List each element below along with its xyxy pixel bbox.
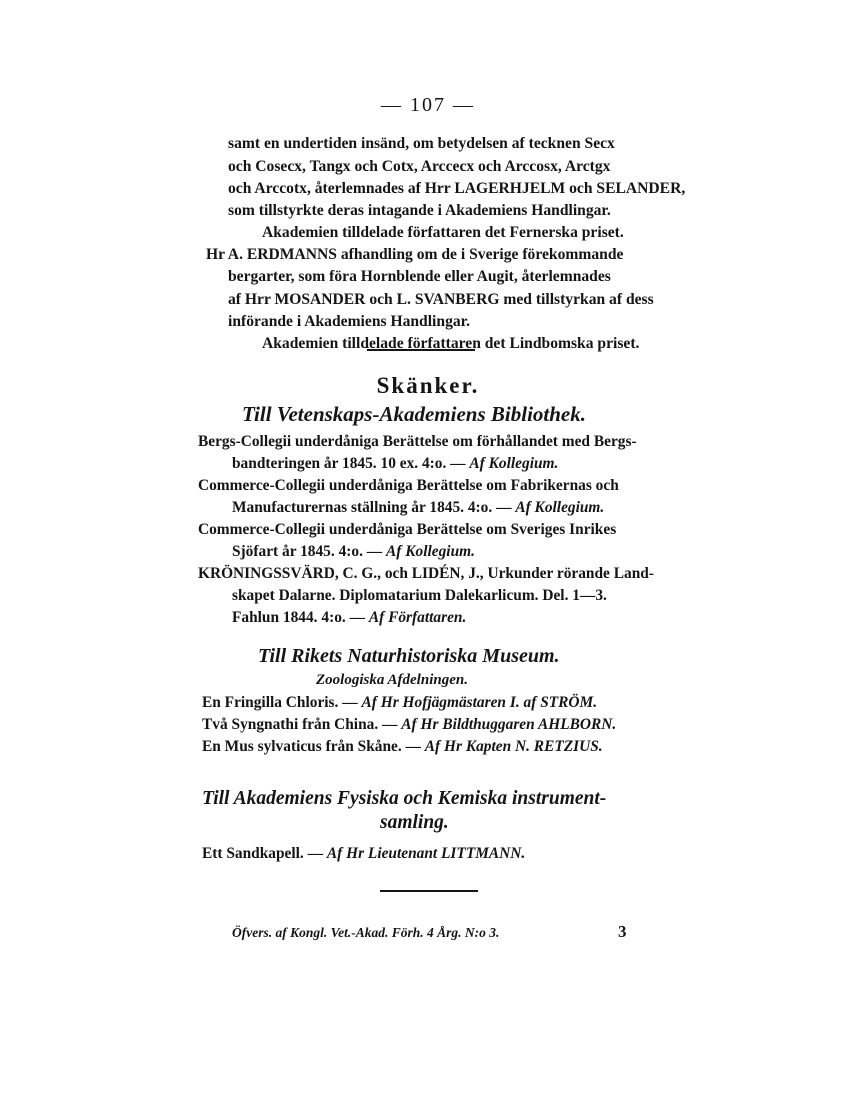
library-entry-line: Sjöfart år 1845. 4:o. — Af Kollegium. — [232, 543, 475, 560]
instruments-heading-cont: samling. — [380, 812, 449, 833]
intro-line: samt en undertiden insänd, om betydelsen af tecknen Secx — [228, 135, 615, 152]
intro-line: införande i Akademiens Handlingar. — [228, 313, 471, 330]
library-entry-line: Manufacturernas ställning år 1845. 4:o. — Af Kollegium. — [232, 499, 605, 516]
gifts-title: Skänker. — [376, 373, 480, 398]
intro-line: och Cosecx, Tangx och Cotx, Arccecx och Arccosx, Arctgx — [228, 158, 611, 175]
library-entry-line: bandteringen år 1845. 10 ex. 4:o. — Af Kollegium. — [232, 455, 559, 472]
library-entry-line: Commerce-Collegii underdåniga Berättelse om Fabrikernas och — [198, 477, 619, 494]
instruments-heading: Till Akademiens Fysiska och Kemiska instrument- — [202, 788, 607, 809]
intro-line: af Hrr MOSANDER och L. SVANBERG med tillstyrkan af dess — [228, 291, 654, 308]
library-entry-line: skapet Dalarne. Diplomatarium Dalekarlicum. Del. 1—3. — [232, 587, 607, 604]
library-entry-line: KRÖNINGSSVÄRD, C. G., och LIDÉN, J., Urkunder rörande Land- — [198, 565, 654, 582]
museum-entry: En Mus sylvaticus från Skåne. — Af Hr Kapten N. RETZIUS. — [202, 738, 603, 755]
library-entry-line: Bergs-Collegii underdåniga Berättelse om förhållandet med Bergs- — [198, 433, 637, 450]
intro-line: Akademien tilldelade författaren det Lindbomska priset. — [262, 335, 640, 352]
museum-heading: Till Rikets Naturhistoriska Museum. — [258, 645, 560, 667]
library-heading: Till Vetenskaps-Akademiens Bibliothek. — [242, 402, 586, 426]
sheet-number: 3 — [618, 922, 627, 941]
instruments-entry: Ett Sandkapell. — Af Hr Lieutenant LITTMANN. — [202, 845, 526, 862]
museum-entry: Två Syngnathi från China. — Af Hr Bildthuggaren AHLBORN. — [202, 716, 617, 733]
sheet-signature: Öfvers. af Kongl. Vet.-Akad. Förh. 4 Årg. N:o 3. — [232, 925, 500, 940]
intro-line: Hr A. ERDMANNS afhandling om de i Sverige förekommande — [206, 246, 624, 263]
museum-section-heading: Zoologiska Afdelningen. — [316, 672, 468, 688]
page-number: — 107 — — [381, 94, 475, 116]
intro-line: Akademien tilldelade författaren det Fernerska priset. — [262, 224, 624, 241]
museum-entry: En Fringilla Chloris. — Af Hr Hofjägmästaren I. af STRÖM. — [202, 694, 598, 711]
library-entry-line: Commerce-Collegii underdåniga Berättelse om Sveriges Inrikes — [198, 521, 617, 538]
intro-line: och Arccotx, återlemnades af Hrr LAGERHJELM och SELANDER, — [228, 180, 686, 197]
intro-line: som tillstyrkte deras intagande i Akademiens Handlingar. — [228, 202, 611, 219]
divider — [380, 890, 478, 892]
library-entry-line: Fahlun 1844. 4:o. — Af Författaren. — [232, 609, 467, 626]
intro-line: bergarter, som föra Hornblende eller Augit, återlemnades — [228, 268, 611, 285]
divider — [367, 349, 475, 351]
